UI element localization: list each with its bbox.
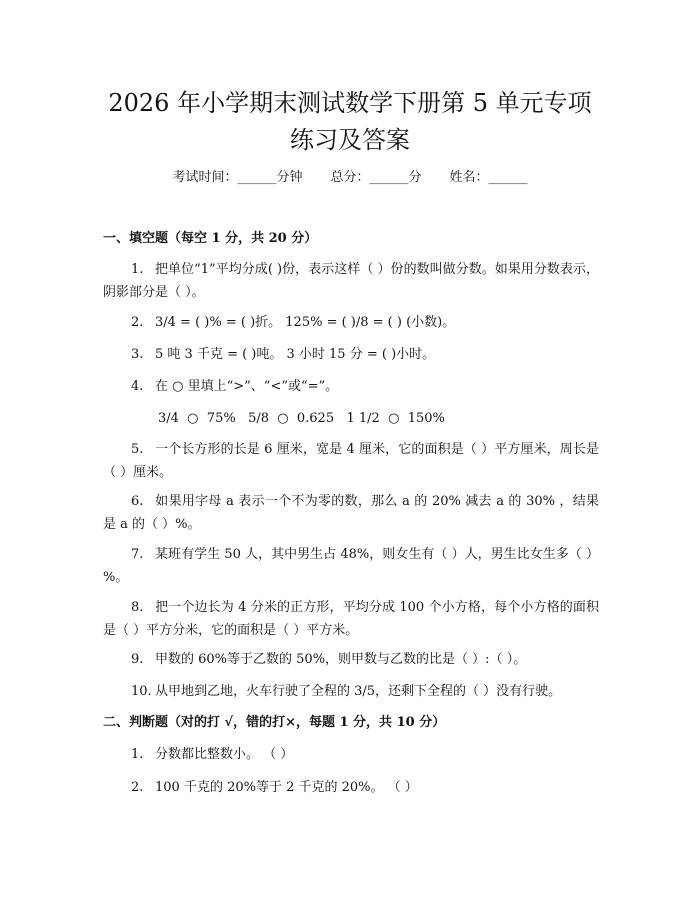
question-number: 5. [131, 442, 144, 457]
question-item [103, 648, 599, 671]
question-item [103, 743, 599, 766]
question-item [103, 258, 599, 304]
score-unit: 分 [408, 170, 422, 185]
time-blank: ______ [237, 170, 277, 185]
question-number: 2. [131, 315, 144, 330]
time-label: 考试时间： [172, 170, 238, 185]
question-number: 3. [131, 347, 144, 362]
question-text: 把单位“1”平均分成( )份，表示这样（ ）份的数叫做分数。如果用分数表示，阴影部分是（ ）。 [103, 262, 599, 300]
question-text: 在 ○ 里填上“>”、“<”或“=”。 [155, 379, 339, 394]
question-item [103, 490, 599, 536]
question-number: 10. [131, 684, 152, 699]
question-number: 2. [131, 780, 144, 795]
question-text: 从甲地到乙地，火车行驶了全程的 3/5，还剩下全程的（ ）没有行驶。 [155, 684, 562, 699]
question-number: 1. [131, 747, 144, 762]
score-label: 总分： [330, 170, 370, 185]
question-number: 7. [131, 547, 144, 562]
question-text: 甲数的 60%等于乙数的 50%，则甲数与乙数的比是（ ）:（ ）。 [155, 652, 527, 667]
question-item [103, 311, 599, 334]
question-item [103, 438, 599, 484]
exam-meta [0, 168, 700, 188]
question-text: 5 吨 3 千克 = ( )吨。 3 小时 15 分 = ( )小时。 [155, 347, 436, 362]
name-label: 姓名： [449, 170, 489, 185]
question-item [103, 543, 599, 589]
time-unit: 分钟 [276, 170, 303, 185]
document-title-line2: 练习及答案 [290, 126, 410, 154]
question-number: 9. [131, 652, 144, 667]
question-item [103, 375, 599, 398]
question-item [103, 776, 599, 799]
question-text: 把一个边长为 4 分米的正方形，平均分成 100 个小方格，每个小方格的面积是（ ）平方分米，它的面积是（ ）平方米。 [103, 600, 599, 638]
question-text: 一个长方形的长是 6 厘米，宽是 4 厘米，它的面积是（ ）平方厘米，周长是（ ）厘米。 [103, 442, 599, 480]
name-blank: ______ [488, 170, 528, 185]
section1-heading: 一、填空题（每空 1 分，共 20 分） [103, 231, 318, 246]
question-item [103, 343, 599, 366]
question-text: 如果用字母 a 表示一个不为零的数，那么 a 的 20% 减去 a 的 30% ，结果是 a 的（ ）%。 [103, 494, 599, 532]
question-text: 3/4 = ( )% = ( )折。 125% = ( )/8 = ( ) (小数)。 [155, 315, 456, 330]
question-item [103, 680, 599, 703]
section2-heading: 二、判断题（对的打 √，错的打×，每题 1 分，共 10 分） [103, 715, 446, 730]
compare-line: 3/4 ○ 75% 5/8 ○ 0.625 1 1/2 ○ 150% [158, 411, 445, 426]
question-number: 8. [131, 600, 144, 615]
score-blank: ______ [369, 170, 409, 185]
question-number: 4. [131, 379, 144, 394]
question-number: 6. [131, 494, 144, 509]
question-text: 分数都比整数小。 （ ） [155, 747, 294, 762]
question-item [103, 596, 599, 642]
question-text: 某班有学生 50 人，其中男生占 48%，则女生有（ ）人，男生比女生多（ ）%。 [103, 547, 599, 585]
document-title-line1: 2026 年小学期末测试数学下册第 5 单元专项 [108, 89, 592, 117]
question-number: 1. [131, 262, 144, 277]
question-text: 100 千克的 20%等于 2 千克的 20%。 （ ） [155, 780, 418, 795]
